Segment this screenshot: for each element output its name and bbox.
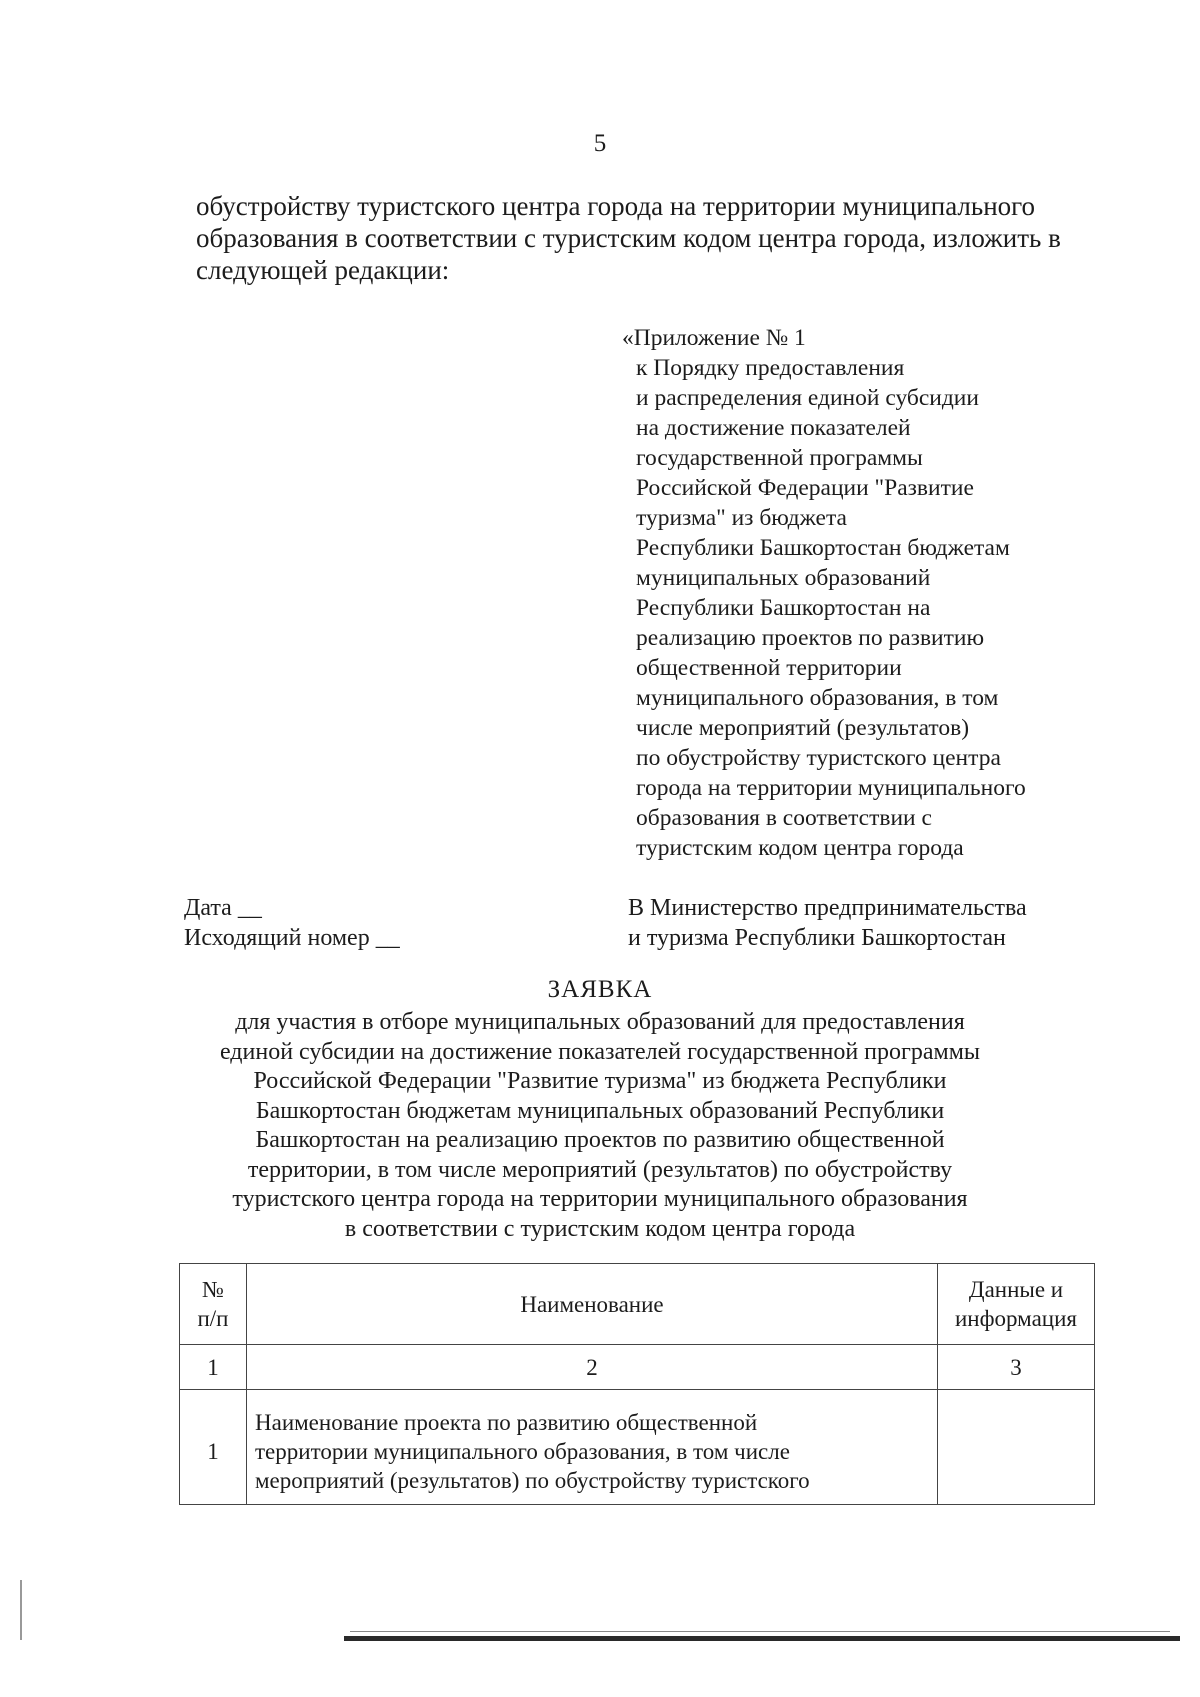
application-table [179,1263,1095,1505]
appendix-line: Республики Башкортостан на [636,595,931,621]
row-name-line: Наименование проекта по развитию общественной [255,1409,758,1435]
header-num-line: п/п [197,1306,229,1331]
appendix-line: общественной территории [636,655,902,681]
appendix-line: Республики Башкортостан бюджетам [636,535,1010,561]
header-data-line: Данные и [968,1277,1064,1302]
appendix-line: и распределения единой субсидии [636,385,979,411]
subtitle-line: для участия в отборе муниципальных образований для предоставления [235,1009,965,1035]
appendix-line: туризма" из бюджета [636,505,847,531]
recipient-line: и туризма Республики Башкортостан [628,925,1006,951]
header-data-line: информация [955,1306,1077,1331]
numbering-cell: 2 [247,1345,938,1390]
appendix-line: образования в соответствии с [636,805,932,831]
row-name-cell [247,1390,938,1505]
appendix-line: по обустройству туристского центра [636,745,1001,771]
appendix-line: «Приложение № 1 [622,325,806,351]
document-title: ЗАЯВКА [547,976,653,1003]
page-number: 5 [593,130,607,157]
appendix-line: государственной программы [636,445,923,471]
document-subtitle [150,1008,1050,1244]
outgoing-number-label: Исходящий номер __ [184,925,400,951]
subtitle-line: Башкортостан на реализацию проектов по развитию общественной [255,1127,945,1153]
table-row [180,1390,1095,1505]
recipient-block [628,893,1027,953]
subtitle-line: туристского центра города на территории муниципального образования [232,1186,968,1212]
appendix-line: к Порядку предоставления [636,355,905,381]
header-data-cell [938,1264,1095,1345]
appendix-line: числе мероприятий (результатов) [636,715,970,741]
table-header-row [180,1264,1095,1345]
appendix-line: Российской Федерации "Развитие [636,475,974,501]
appendix-line: муниципальных образований [636,565,931,591]
appendix-line: на достижение показателей [636,415,911,441]
date-label: Дата __ [184,895,262,921]
table-numbering-row [180,1345,1095,1390]
row-num-cell: 1 [180,1390,247,1505]
header-num-line: № [202,1277,224,1302]
subtitle-line: в соответствии с туристским кодом центра города [344,1215,856,1242]
subtitle-line: Российской Федерации "Развитие туризма" из бюджета Республики [253,1068,947,1094]
subtitle-line: единой субсидии на достижение показателей государственной программы [219,1038,981,1065]
appendix-line: туристским кодом центра города [636,835,964,861]
appendix-line: реализацию проектов по развитию [636,625,985,651]
recipient-line: В Министерство предпринимательства [628,895,1027,921]
subtitle-line: Башкортостан бюджетам муниципальных образований Республики [255,1097,945,1124]
scan-margin-mark [20,1580,22,1640]
outgoing-meta [184,893,400,953]
row-name-line: территории муниципального образования, в том числе [255,1438,790,1464]
header-num-cell [180,1264,247,1345]
numbering-cell: 3 [938,1345,1095,1390]
appendix-line: города на территории муниципального [636,775,1026,801]
row-name-line: мероприятий (результатов) по обустройству туристского [255,1467,810,1493]
appendix-line: муниципального образования, в том [636,685,999,711]
scan-edge-bar [344,1636,1180,1641]
scan-edge-line [350,1631,1170,1632]
header-name-cell: Наименование [247,1264,938,1345]
intro-paragraph: обустройству туристского центра города на территории муниципального образования в соответствии с туристским кодом центра города, изложить в следующей редакции: [196,191,1061,285]
numbering-cell: 1 [180,1345,247,1390]
appendix-header [622,323,1122,863]
subtitle-line: территории, в том числе мероприятий (результатов) по обустройству [247,1156,953,1183]
row-value-cell [938,1390,1095,1505]
